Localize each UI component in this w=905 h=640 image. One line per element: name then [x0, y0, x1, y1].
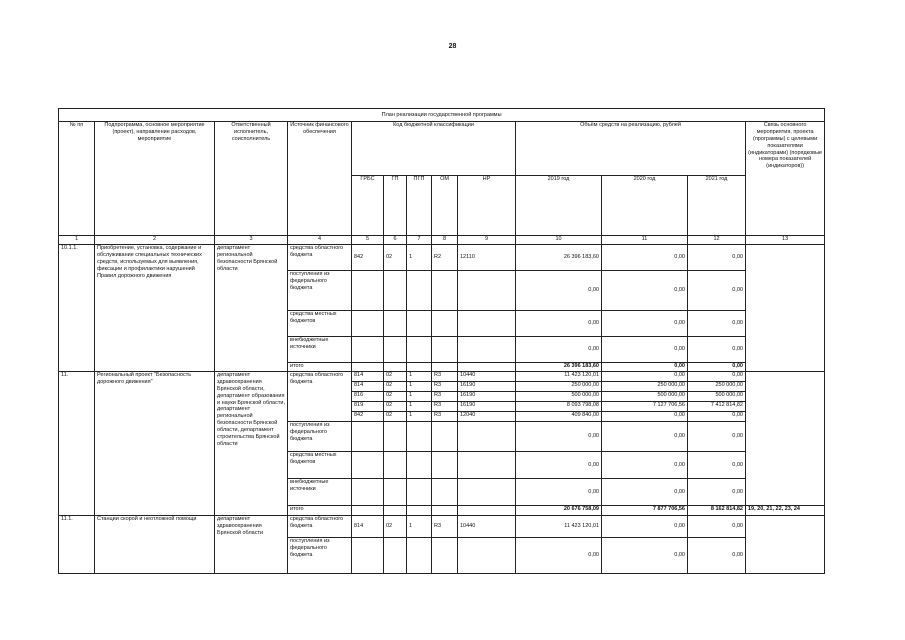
- col-number: 7: [407, 236, 432, 245]
- header-amount: Объём средств на реализацию, рублей: [516, 122, 746, 176]
- gp-cell: 02: [384, 372, 407, 382]
- amount-2021: 0,00: [688, 412, 746, 422]
- funding-source: средства местных бюджетов: [288, 311, 352, 337]
- page-number: 28: [448, 43, 457, 50]
- pgp-cell: 1: [407, 516, 432, 538]
- header-link: Связь основного мероприятия, проекта (программы) с целевыми показателями (индикаторами) (порядковые номера показателей (индикаторов)): [746, 122, 825, 236]
- nr-cell: 16190: [458, 392, 516, 402]
- col-number: 8: [432, 236, 458, 245]
- om-cell: R3: [432, 392, 458, 402]
- col-number: 2: [95, 236, 215, 245]
- grbs-cell: 819: [352, 402, 384, 412]
- header-2020: 2020 год: [602, 176, 688, 236]
- nr-cell: 12110: [458, 245, 516, 271]
- amount-2019: 0,00: [516, 271, 602, 311]
- header-nr: НР: [458, 176, 516, 236]
- amount-2020: 0,00: [602, 422, 688, 452]
- gp-cell: 02: [384, 382, 407, 392]
- total-2020: 7 877 706,56: [602, 506, 688, 516]
- amount-2021: 0,00: [688, 372, 746, 382]
- om-cell: R3: [432, 402, 458, 412]
- amount-2021: 0,00: [688, 516, 746, 538]
- col-number: 3: [215, 236, 288, 245]
- total-2021: 0,00: [688, 363, 746, 372]
- total-label: итого: [288, 506, 352, 516]
- col-number: 10: [516, 236, 602, 245]
- amount-2019: 11 423 120,01: [516, 372, 602, 382]
- grbs-cell: 842: [352, 412, 384, 422]
- amount-2019: 26 396 183,60: [516, 245, 602, 271]
- gp-cell: 02: [384, 516, 407, 538]
- header-om: ОМ: [432, 176, 458, 236]
- amount-2021: 0,00: [688, 311, 746, 337]
- funding-source: внебюджетные источники: [288, 479, 352, 506]
- amount-2021: 0,00: [688, 337, 746, 363]
- header-gp: ГП: [384, 176, 407, 236]
- total-2019: 20 676 758,09: [516, 506, 602, 516]
- grbs-cell: 816: [352, 392, 384, 402]
- row-num: 11.1.: [59, 516, 95, 574]
- nr-cell: 10440: [458, 516, 516, 538]
- row-num: 10.1.1.: [59, 245, 95, 372]
- funding-source: поступления из федерального бюджета: [288, 271, 352, 311]
- amount-2021: 250 000,00: [688, 382, 746, 392]
- amount-2020: 0,00: [602, 311, 688, 337]
- nr-cell: 12040: [458, 412, 516, 422]
- col-number: 4: [288, 236, 352, 245]
- amount-2019: 8 093 798,08: [516, 402, 602, 412]
- row-name: Региональный проект "Безопасность дорожного движения": [95, 372, 215, 516]
- funding-source: средства областного бюджета: [288, 372, 352, 422]
- row-name: Станции скорой и неотложной помощи: [95, 516, 215, 574]
- amount-2019: 250 000,00: [516, 382, 602, 392]
- amount-2021: 0,00: [688, 422, 746, 452]
- amount-2019: 0,00: [516, 452, 602, 479]
- funding-source: средства областного бюджета: [288, 245, 352, 271]
- om-cell: R3: [432, 516, 458, 538]
- amount-2019: 0,00: [516, 538, 602, 574]
- amount-2020: 0,00: [602, 516, 688, 538]
- nr-cell: 10440: [458, 372, 516, 382]
- funding-source: поступления из федерального бюджета: [288, 422, 352, 452]
- amount-2021: 0,00: [688, 538, 746, 574]
- col-number: 11: [602, 236, 688, 245]
- nr-cell: 16190: [458, 382, 516, 392]
- row-responsible: департамент здравоохранения Брянской области: [215, 516, 288, 574]
- program-plan-table: [58, 108, 825, 574]
- link-cell: [746, 372, 825, 506]
- header-num: № пп: [59, 122, 95, 236]
- amount-2020: 0,00: [602, 372, 688, 382]
- pgp-cell: 1: [407, 412, 432, 422]
- gp-cell: 02: [384, 402, 407, 412]
- amount-2019: 0,00: [516, 422, 602, 452]
- amount-2019: 500 000,00: [516, 392, 602, 402]
- gp-cell: 02: [384, 412, 407, 422]
- header-2021: 2021 год: [688, 176, 746, 236]
- col-number: 13: [746, 236, 825, 245]
- om-cell: R3: [432, 382, 458, 392]
- grbs-cell: 814: [352, 382, 384, 392]
- row-responsible: департамент здравоохранения Брянской области, департамент образования и науки Брянской области, департамент региональной безопасности Брянской области, департамент строительства Брянской области: [215, 372, 288, 516]
- amount-2020: 0,00: [602, 452, 688, 479]
- col-number: 9: [458, 236, 516, 245]
- om-cell: R3: [432, 412, 458, 422]
- link-cell: [746, 245, 825, 372]
- pgp-cell: 1: [407, 372, 432, 382]
- amount-2019: 0,00: [516, 337, 602, 363]
- header-2019: 2019 год: [516, 176, 602, 236]
- amount-2020: 500 000,00: [602, 392, 688, 402]
- nr-cell: 16190: [458, 402, 516, 412]
- header-responsible: Ответственный исполнитель, соисполнитель: [215, 122, 288, 236]
- grbs-cell: 814: [352, 372, 384, 382]
- amount-2021: 0,00: [688, 271, 746, 311]
- gp-cell: 02: [384, 245, 407, 271]
- amount-2020: 0,00: [602, 271, 688, 311]
- header-funding: Источник финансового обеспечения: [288, 122, 352, 236]
- amount-2019: 0,00: [516, 311, 602, 337]
- funding-source: поступления из федерального бюджета: [288, 538, 352, 574]
- amount-2021: 500 000,00: [688, 392, 746, 402]
- col-number: 12: [688, 236, 746, 245]
- amount-2020: 0,00: [602, 412, 688, 422]
- funding-source: средства местных бюджетов: [288, 452, 352, 479]
- total-2021: 8 162 814,82: [688, 506, 746, 516]
- row-num: 11.: [59, 372, 95, 516]
- gp-cell: 02: [384, 392, 407, 402]
- link-indicators: 19, 20, 21, 22, 23, 24: [746, 506, 825, 516]
- om-cell: R2: [432, 245, 458, 271]
- amount-2020: 7 127 706,56: [602, 402, 688, 412]
- header-subprogram: Подпрограмма, основное мероприятие (проект), направление расходов, мероприятие: [95, 122, 215, 236]
- amount-2021: 7 412 814,82: [688, 402, 746, 412]
- table-title: План реализации государственной программы: [59, 109, 825, 122]
- grbs-cell: 814: [352, 516, 384, 538]
- grbs-cell: 842: [352, 245, 384, 271]
- pgp-cell: 1: [407, 402, 432, 412]
- amount-2020: 0,00: [602, 337, 688, 363]
- funding-source: внебюджетные источники: [288, 337, 352, 363]
- amount-2021: 0,00: [688, 245, 746, 271]
- row-responsible: департамент региональной безопасности Брянской области: [215, 245, 288, 372]
- amount-2020: 0,00: [602, 479, 688, 506]
- header-pgp: ПГП: [407, 176, 432, 236]
- col-number: 5: [352, 236, 384, 245]
- pgp-cell: 1: [407, 245, 432, 271]
- pgp-cell: 1: [407, 382, 432, 392]
- pgp-cell: 1: [407, 392, 432, 402]
- amount-2021: 0,00: [688, 479, 746, 506]
- amount-2020: 0,00: [602, 538, 688, 574]
- header-grbs: ГРБС: [352, 176, 384, 236]
- row-name: Приобретение, установка, содержание и обслуживание специальных технических средств, используемых для выявления, фиксации и профилактики нарушений Правил дорожного движения: [95, 245, 215, 372]
- total-2019: 26 396 183,60: [516, 363, 602, 372]
- amount-2020: 250 000,00: [602, 382, 688, 392]
- amount-2019: 11 423 120,01: [516, 516, 602, 538]
- col-number: 6: [384, 236, 407, 245]
- amount-2019: 409 840,00: [516, 412, 602, 422]
- header-budget-code: Код бюджетной классификации: [352, 122, 516, 176]
- link-cell: [746, 516, 825, 574]
- total-label: итого: [288, 363, 352, 372]
- amount-2019: 0,00: [516, 479, 602, 506]
- om-cell: R3: [432, 372, 458, 382]
- amount-2020: 0,00: [602, 245, 688, 271]
- funding-source: средства областного бюджета: [288, 516, 352, 538]
- total-2020: 0,00: [602, 363, 688, 372]
- col-number: 1: [59, 236, 95, 245]
- amount-2021: 0,00: [688, 452, 746, 479]
